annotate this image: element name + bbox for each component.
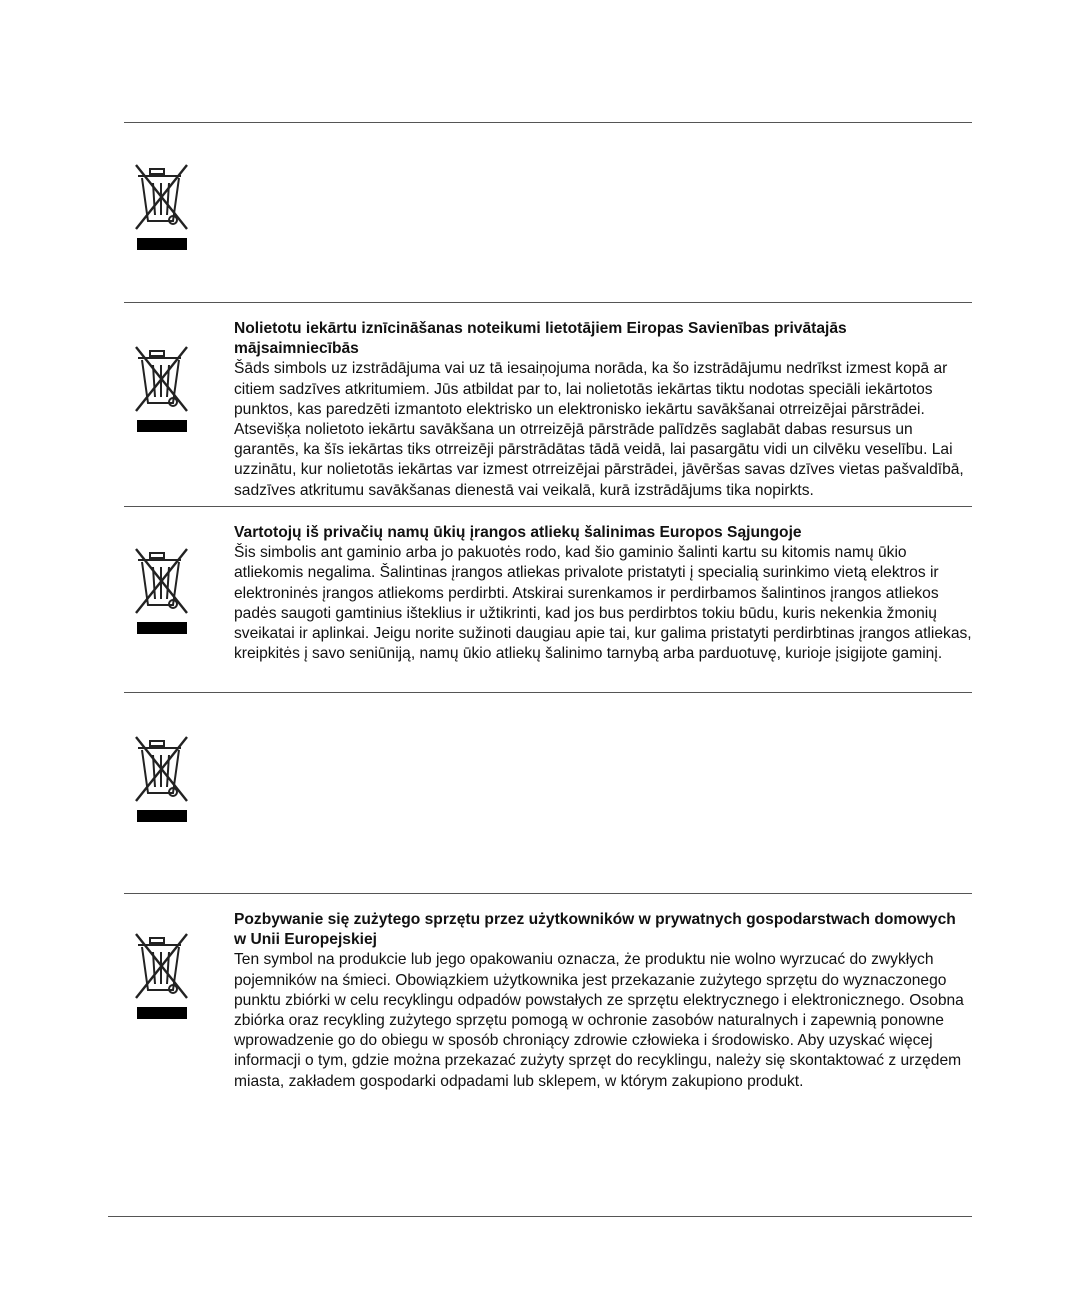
divider (124, 506, 972, 507)
section-polish (234, 910, 972, 1092)
divider (124, 302, 972, 303)
section-body: Ten symbol na produkcie lub jego opakowaniu oznacza, że produktu nie wolno wyrzucać do zwykłych pojemników na śmieci. Obowiązkiem użytkownika jest przekazanie zużytego sprzętu do wyznaczonego punktu zbiórki w celu recyklingu odpadów powstałych ze sprzętu elektrycznego i elektronicznego. Osobna zbiórka oraz recykling zużytego sprzętu pomogą w ochronie zasobów naturalnych i zapewnią ponowne wprowadzenie go do obiegu w sposób chroniący zdrowie człowieka i środowisko. Aby uzyskać więcej informacji o tym, gdzie można przekazać zużyty sprzęt do recyklingu, należy się skontaktować z urzędem miasta, zakładem gospodarki odpadami lub sklepem, w którym zakupiono produkt. (234, 951, 964, 1090)
section-lithuanian (234, 523, 972, 664)
footer-divider (108, 1216, 972, 1217)
section-title: Nolietotu iekārtu iznīcināšanas noteikumi lietotājiem Eiropas Savienības privātajās mājsaimniecībās (234, 320, 847, 358)
section-title: Vartotojų iš privačių namų ūkių įrangos atliekų šalinimas Europos Sąjungoje (234, 524, 802, 541)
section-body: Šis simbolis ant gaminio arba jo pakuotės rodo, kad šio gaminio šalinti kartu su kitomis namų ūkio atliekomis negalima. Šalintinas įrangos atliekas privalote pristatyti į specialią surinkimo vietą elektros ir elektroninės įrangos atliekoms perdirbti. Atskirai surenkamos ir perdirbamos šalintinos įrangos atliekos padės saugoti gamtinius išteklius ir užtikrinti, kad jos bus perdirbtos tokiu būdu, kuris nekenkia žmonių sveikatai ir aplinkai. Jeigu norite sužinoti daugiau apie tai, kur galima pristatyti perdirbtinas įrangos atliekas, kreipkitės į savo seniūniją, namų ūkio atliekų šalinimo tarnybą arba parduotuvę, kurioje įsigijote gaminį. (234, 544, 972, 663)
weee-crossed-bin-icon (133, 345, 193, 437)
weee-crossed-bin-icon (133, 735, 193, 827)
divider (124, 692, 972, 693)
divider (124, 122, 972, 123)
section-body: Šāds simbols uz izstrādājuma vai uz tā iesaiņojuma norāda, ka šo izstrādājumu nedrīkst izmest kopā ar citiem sadzīves atkritumiem. Jūs atbildat par to, lai nolietotās iekārtas tiktu nodotas speciāli iekārtotos punktos, kas paredzēti izmantoto elektrisko un elektronisko iekārtu savākšanai otrreizējai pārstrādei. Atsevišķa nolietoto iekārtu savākšana un otrreizējā pārstrāde palīdzēs saglabāt dabas resursus un garantēs, ka šīs iekārtas tiks otrreizēji pārstrādātas tādā veidā, lai pasargātu vidi un cilvēku veselību. Lai uzzinātu, kur nolietotās iekārtas var izmest otrreizējai pārstrādei, jāvēršas savas dzīves vietas pašvaldībā, sadzīves atkritumu savākšanas dienestā vai veikalā, kurā izstrādājums tika nopirkts. (234, 360, 964, 499)
weee-crossed-bin-icon (133, 547, 193, 639)
weee-crossed-bin-icon (133, 163, 193, 255)
weee-crossed-bin-icon (133, 932, 193, 1024)
section-title: Pozbywanie się zużytego sprzętu przez użytkowników w prywatnych gospodarstwach domowych w Unii Europejskiej (234, 911, 956, 949)
section-latvian (234, 319, 972, 501)
divider (124, 893, 972, 894)
